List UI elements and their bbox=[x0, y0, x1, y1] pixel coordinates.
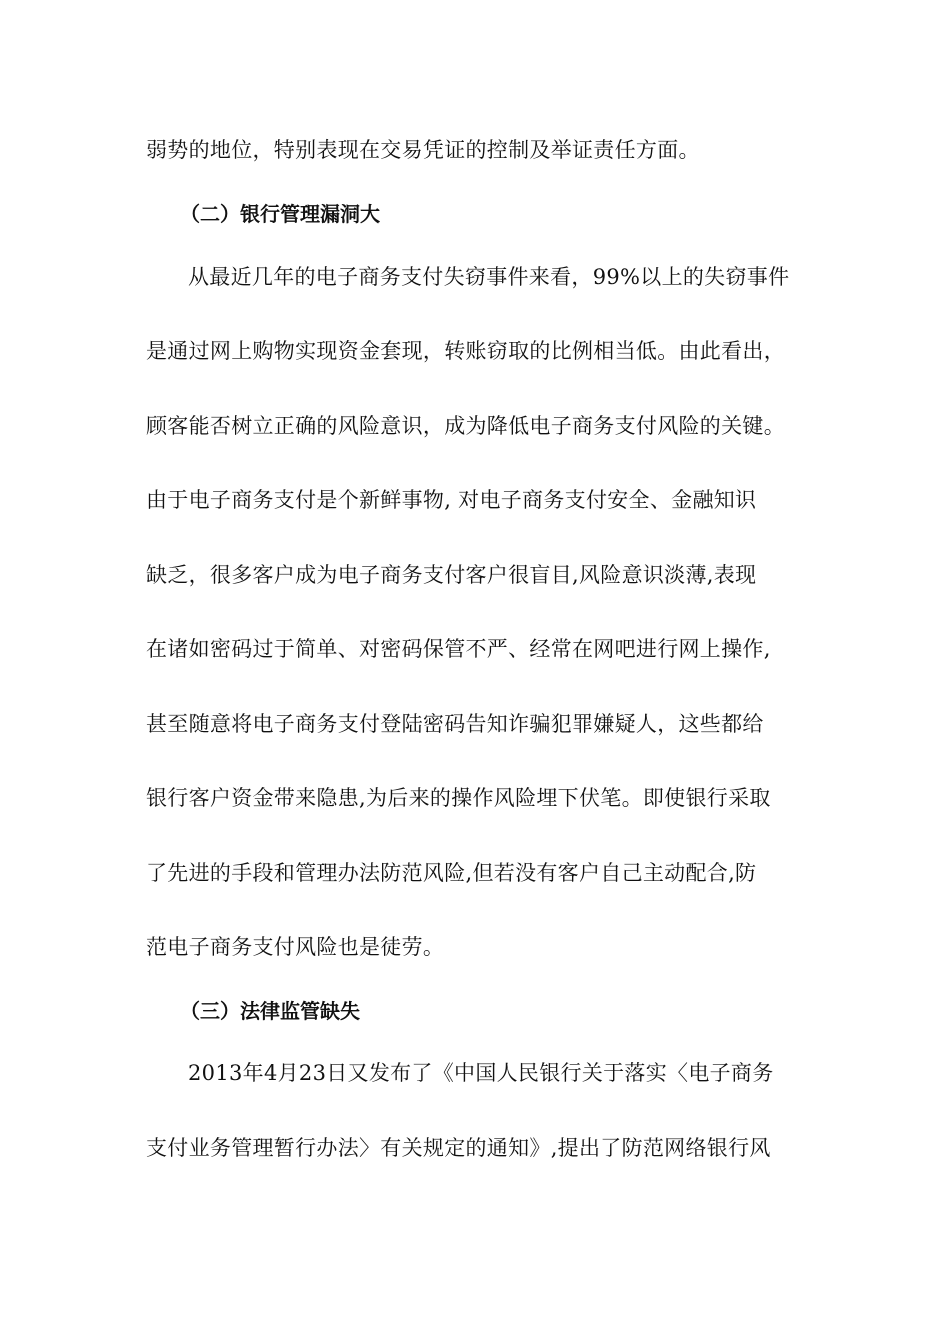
paragraph-line: 在诸如密码过于简单、对密码保管不严、经常在网吧进行网上操作, bbox=[146, 637, 771, 661]
paragraph-line: 顾客能否树立正确的风险意识，成为降低电子商务支付风险的关键。 bbox=[146, 414, 785, 438]
paragraph-line: 是通过网上购物实现资金套现，转账窃取的比例相当低。由此看出， bbox=[146, 339, 785, 363]
paragraph-line: 支付业务管理暂行办法〉有关规定的通知》,提出了防范网络银行风 bbox=[146, 1136, 771, 1160]
paragraph-line: 甚至随意将电子商务支付登陆密码告知诈骗犯罪嫌疑人，这些都给 bbox=[146, 712, 764, 736]
paragraph-line: 缺乏，很多客户成为电子商务支付客户很盲目,风险意识淡薄,表现 bbox=[146, 563, 757, 587]
paragraph-line: 银行客户资金带来隐患,为后来的操作风险埋下伏笔。即使银行采取 bbox=[146, 786, 771, 810]
section-heading: （二）银行管理漏洞大 bbox=[180, 202, 380, 226]
section-heading: （三）法律监管缺失 bbox=[180, 999, 360, 1023]
paragraph-line: 范电子商务支付风险也是徒劳。 bbox=[146, 935, 445, 959]
paragraph-line: 由于电子商务支付是个新鲜事物, 对电子商务支付安全、金融知识 bbox=[146, 488, 757, 512]
paragraph-line: 了先进的手段和管理办法防范风险,但若没有客户自己主动配合,防 bbox=[146, 861, 757, 885]
paragraph-line: 弱势的地位，特别表现在交易凭证的控制及举证责任方面。 bbox=[146, 138, 700, 162]
paragraph-line: 2013年4月23日又发布了《中国人民银行关于落实〈电子商务 bbox=[188, 1061, 774, 1085]
paragraph-line: 从最近几年的电子商务支付失窃事件来看，99%以上的失窃事件 bbox=[188, 265, 790, 289]
